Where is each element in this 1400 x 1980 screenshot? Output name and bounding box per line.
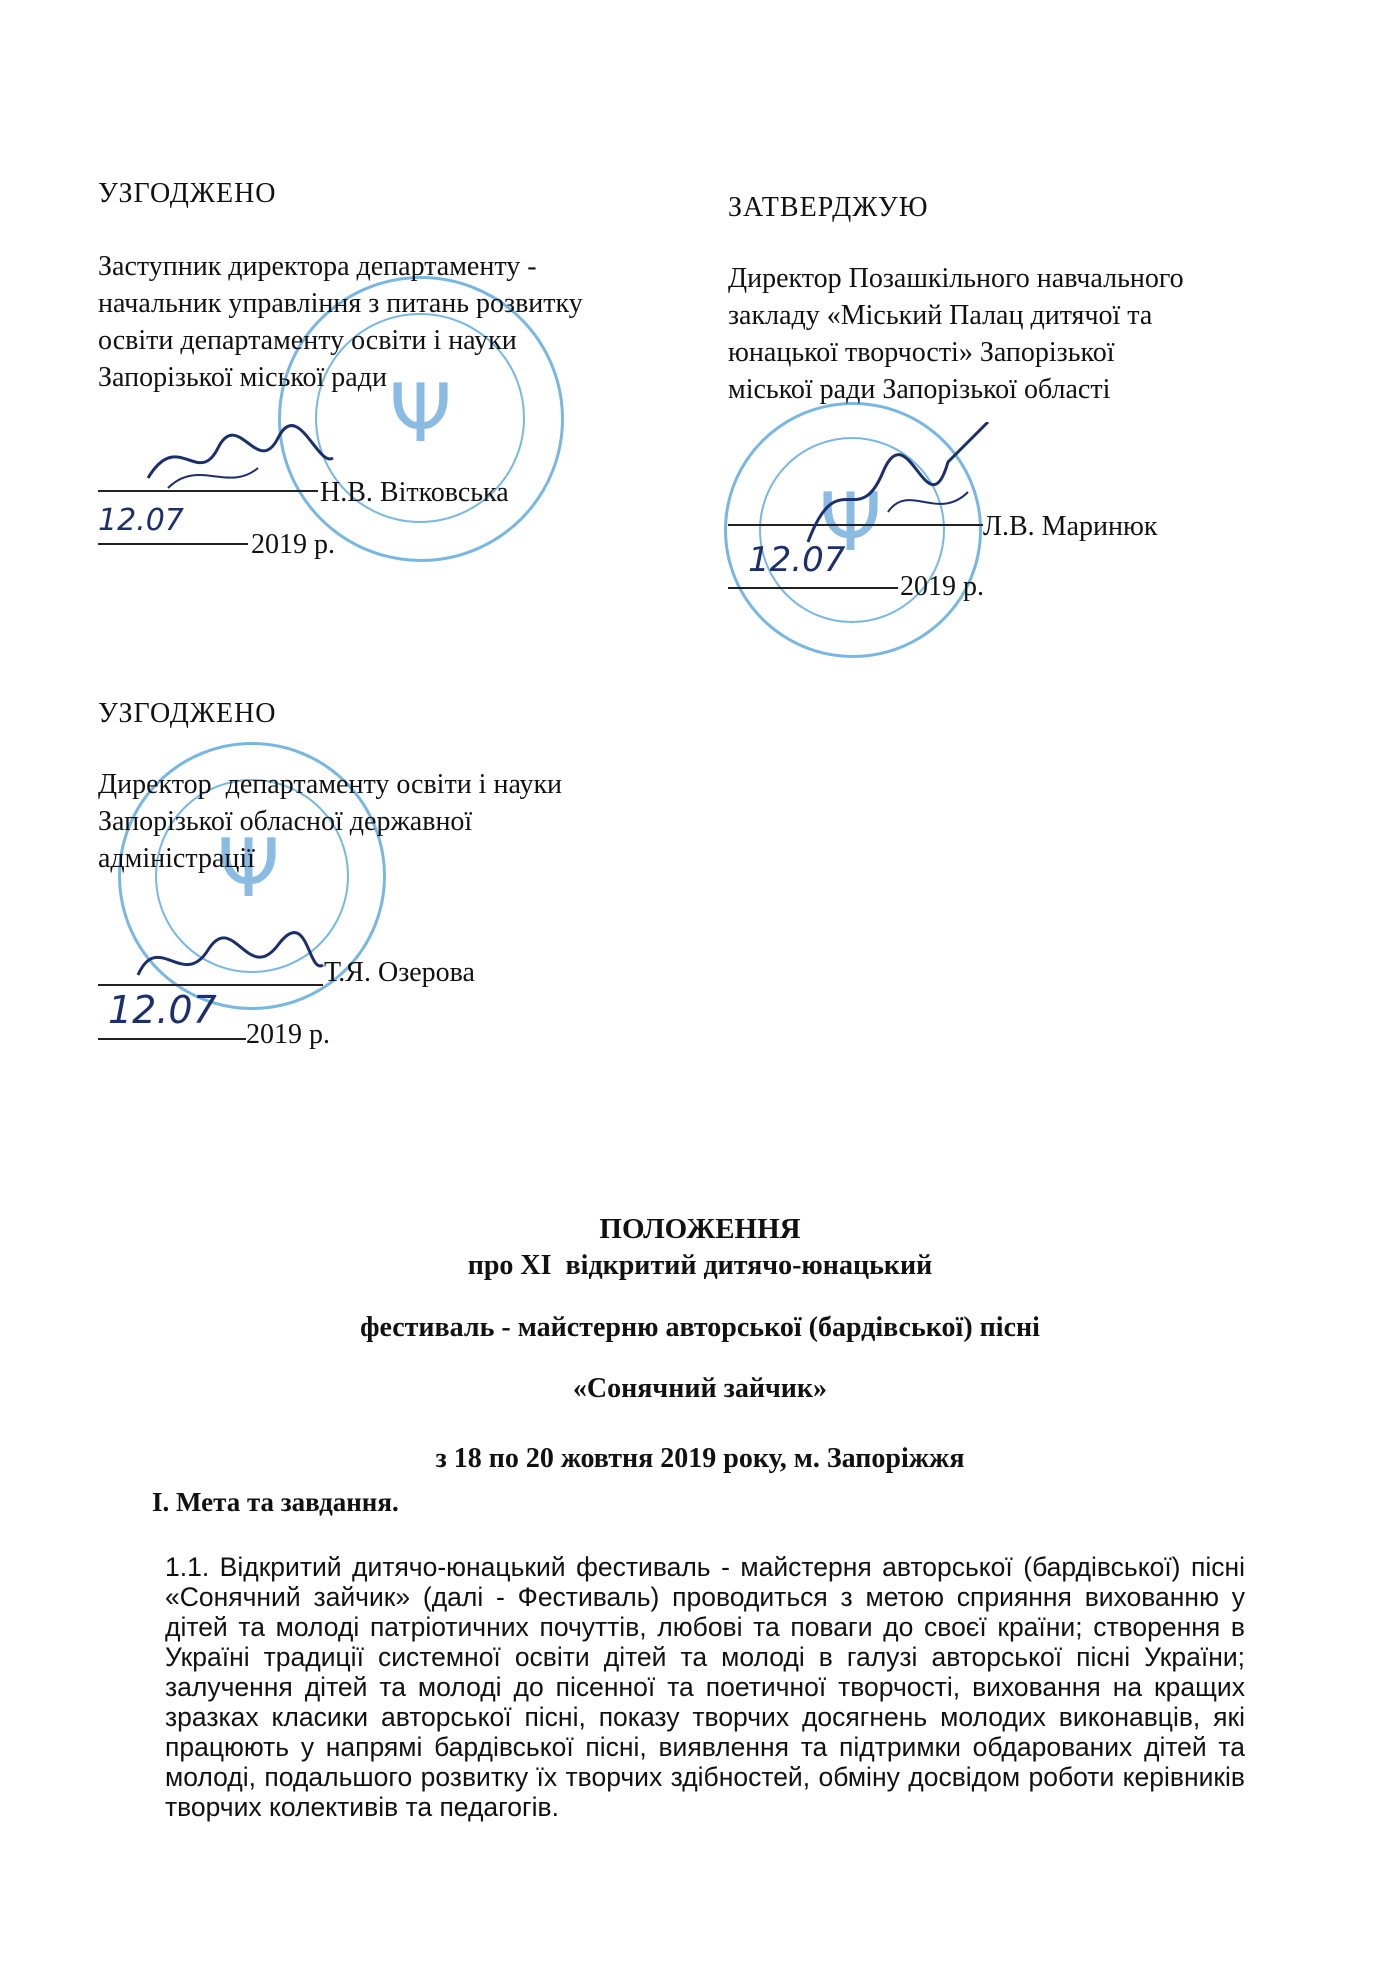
position-line: Запорізької обласної державної — [98, 806, 473, 837]
position-line: Запорізької міської ради — [98, 362, 387, 393]
position-line: закладу «Міський Палац дитячої та — [728, 300, 1153, 331]
trident-icon: Ψ — [389, 367, 452, 460]
approval-block-2 — [728, 192, 1348, 612]
block-heading: ЗАТВЕРДЖУЮ — [728, 192, 929, 223]
signature-scribble — [138, 418, 338, 498]
section-paragraph: 1.1. Відкритий дитячо-юнацький фестиваль - майстерня авторської (бардівської) пісні «Сонячний зайчик» (далі - Фестиваль) проводиться з метою сприяння вихованню у дітей та молоді патріотичних почуттів, любові та поваги до своєї країни; створення в Україні традиції системної освіти дітей та молоді в галузі авторської пісні України; залучення дітей та молоді до пісенної та поетичної творчості, виховання на кращих зразках класики авторської пісні, показу творчих досягнень молодих виконавців, які працюють у напрямі бардівської пісні, виявлення та підтримки обдарованих дітей та молоді, подальшого розвитку їх творчих здібностей, обміну досвідом роботи керівників творчих колективів та педагогів. — [165, 1552, 1245, 1822]
signatory-name: Л.В. Маринюк — [983, 511, 1158, 542]
date-line — [98, 1038, 246, 1040]
approval-block-3 — [98, 698, 718, 1058]
date-year: 2019 р. — [246, 1019, 330, 1050]
position-line: освіти департаменту освіти і науки — [98, 325, 517, 356]
position-line: Заступник директора департаменту - — [98, 251, 537, 282]
block-heading: УЗГОДЖЕНО — [98, 698, 277, 729]
document-title: ПОЛОЖЕННЯ — [599, 1213, 801, 1245]
trident-icon: Ψ — [217, 822, 280, 915]
title-line-3: «Сонячний зайчик» — [572, 1373, 828, 1404]
position-line: начальник управління з питань розвитку — [98, 288, 583, 319]
title-line-2: фестиваль - майстерню авторської (бардівської) пісні — [360, 1312, 1040, 1343]
handwritten-date: 12.07 — [108, 988, 217, 1032]
date-year: 2019 р. — [900, 571, 984, 602]
signatory-name: Н.В. Вітковська — [320, 477, 509, 508]
date-year: 2019 р. — [251, 529, 335, 560]
position-line: адміністрації — [98, 843, 255, 874]
title-line-4: з 18 по 20 жовтня 2019 року, м. Запоріжжя — [435, 1443, 965, 1474]
position-line: юнацької творчості» Запорізької — [728, 337, 1115, 368]
handwritten-date: 12.07 — [748, 540, 846, 580]
date-line — [728, 587, 898, 589]
handwritten-date: 12.07 — [98, 503, 184, 538]
approval-block-1 — [98, 178, 718, 598]
date-line — [98, 543, 248, 545]
block-heading: УЗГОДЖЕНО — [98, 178, 277, 209]
position-line: Директор Позашкільного навчального — [728, 263, 1184, 294]
title-line-1: про XI відкритий дитячо-юнацький — [467, 1250, 933, 1281]
section-heading: І. Мета та завдання. — [152, 1487, 399, 1517]
trident-icon: Ψ — [819, 476, 882, 569]
signatory-name: Т.Я. Озерова — [324, 957, 475, 988]
position-line: Директор департаменту освіти і науки — [98, 769, 563, 800]
position-line: міської ради Запорізької області — [728, 374, 1111, 405]
